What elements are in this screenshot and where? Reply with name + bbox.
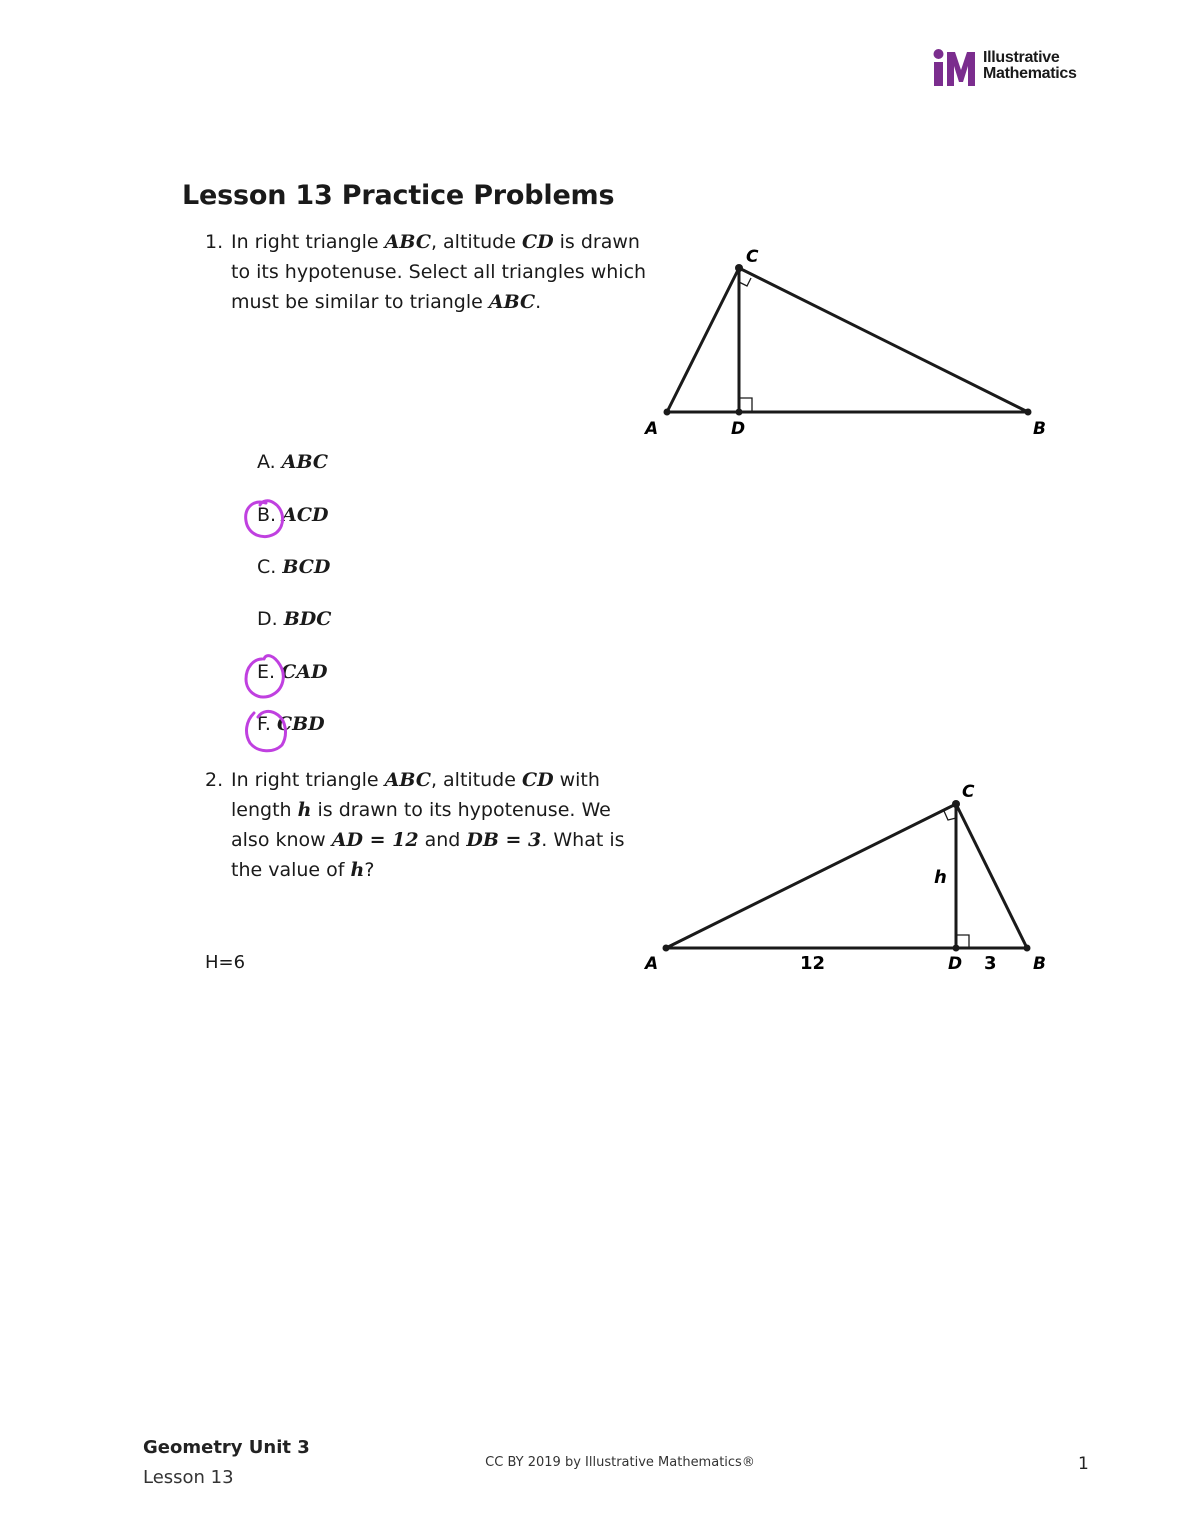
- problem-2-text: In right triangle: [231, 769, 385, 791]
- math-abc: ABC: [384, 231, 431, 253]
- vertex-label-d: D: [948, 954, 963, 974]
- logo-mark-text: iM: [933, 48, 935, 49]
- circle-mark-f: [247, 711, 286, 750]
- choice-letter: B.: [257, 504, 277, 526]
- choice-value: BDC: [283, 608, 332, 630]
- choice-letter: D.: [257, 608, 278, 630]
- vertex-label-c: C: [962, 782, 975, 802]
- vertex-label-b: B: [1033, 954, 1046, 974]
- problem-1: [205, 227, 651, 317]
- math-h: h: [297, 799, 312, 821]
- choice-letter: E.: [257, 661, 276, 683]
- math-cd: CD: [521, 231, 554, 253]
- problem-1-text: In right triangle: [231, 231, 385, 253]
- problem-2-number: 2.: [205, 769, 224, 791]
- choice-value: ABC: [281, 451, 329, 473]
- choice-letter: F.: [257, 713, 271, 735]
- vertex-label-a: A: [645, 419, 659, 439]
- logo-line-2: Mathematics: [983, 65, 1077, 82]
- footer-course: Geometry Unit 3: [143, 1437, 310, 1458]
- figure-1-triangle: [630, 240, 1070, 445]
- logo-line-1: Illustrative: [983, 49, 1060, 66]
- figure-2-triangle: [630, 775, 1070, 980]
- math-h: h: [350, 859, 365, 881]
- math-cd: CD: [521, 769, 554, 791]
- vertex-label-d: D: [731, 419, 746, 439]
- handwritten-answer: H=6: [205, 952, 246, 973]
- choice-letter: A.: [257, 451, 276, 473]
- problem-2-text: and: [418, 829, 467, 851]
- segment-label-db: 3: [984, 953, 997, 974]
- footer-copyright: CC BY 2019 by Illustrative Mathematics®: [485, 1455, 755, 1470]
- math-db-equals-3: DB = 3: [466, 829, 542, 851]
- problem-2-text: with length: [231, 769, 600, 821]
- choice-value: CBD: [276, 713, 325, 735]
- problem-2-text: . What is the value of: [231, 829, 625, 881]
- math-abc: ABC: [384, 769, 431, 791]
- page-number: 1: [1078, 1454, 1089, 1474]
- segment-label-ad: 12: [800, 953, 826, 974]
- math-ad-equals-12: AD = 12: [331, 829, 419, 851]
- choice-a[interactable]: [257, 451, 328, 473]
- im-logo-mark-icon: [933, 48, 985, 88]
- problem-1-text: is drawn to its hypotenuse. Select all triangles which must be similar to triangle: [231, 231, 647, 313]
- choice-value: BCD: [282, 556, 331, 578]
- problem-2-text: is drawn to its hypotenuse. We also know: [231, 799, 611, 851]
- problem-2-text: , altitude: [430, 769, 522, 791]
- footer-lesson: Lesson 13: [143, 1467, 234, 1488]
- problem-2-text: ?: [364, 859, 375, 881]
- logo: [933, 48, 985, 92]
- choice-value: ACD: [282, 504, 329, 526]
- circle-mark-b: [246, 501, 283, 537]
- problem-1-text: , altitude: [430, 231, 522, 253]
- vertex-label-c: C: [746, 247, 759, 267]
- choice-value: CAD: [281, 661, 328, 683]
- page-title: Lesson 13 Practice Problems: [182, 180, 615, 211]
- altitude-label-h: h: [934, 867, 947, 888]
- vertex-label-b: B: [1033, 419, 1046, 439]
- problem-2: [205, 765, 641, 885]
- math-abc: ABC: [488, 291, 536, 313]
- problem-1-number: 1.: [205, 231, 224, 253]
- choice-letter: C.: [257, 556, 277, 578]
- vertex-label-a: A: [645, 954, 659, 974]
- problem-1-text: .: [535, 291, 542, 313]
- circle-mark-e: [246, 656, 283, 697]
- logo-wordmark: [983, 50, 1077, 82]
- handwritten-annotations: [240, 495, 300, 765]
